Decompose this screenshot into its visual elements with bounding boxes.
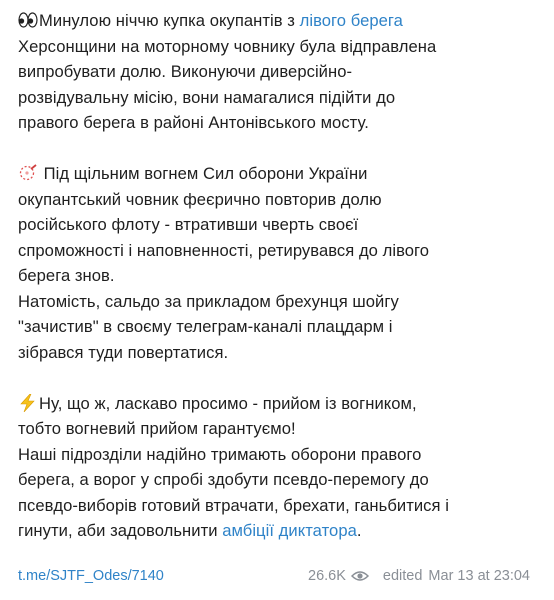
text-line: берега знов. [18,266,115,285]
lightning-icon [18,394,38,412]
paragraph-3 [18,391,536,544]
eye-icon [351,570,369,582]
text-line: берега, а ворог у спробі здобути псевдо-перемогу до [18,470,429,489]
firecracker-icon [18,164,38,182]
text-line: тобто вогневий прийом гарантуємо! [18,419,296,438]
text-line [18,161,536,187]
paragraph-2 [18,161,536,365]
post-footer [18,568,530,584]
text-line [18,391,536,417]
dictator-ambitions-link[interactable]: амбіції диктатора [222,521,357,540]
text-segment: Під щільним вогнем Сил оборони України [43,164,368,183]
view-count: 26.6K [308,568,346,584]
text-segment: . [356,521,362,540]
text-line: випробувати долю. Виконуючи диверсійно- [18,62,353,81]
eyes-icon [18,11,38,29]
text-line: російського флоту - втративши чверть своєї [18,215,359,234]
left-bank-link[interactable]: лівого берега [299,11,403,30]
text-line: окупантський човник феєрично повторив долю [18,189,382,209]
text-line: "зачистив" в своєму телеграм-каналі плацдарм і [18,317,393,336]
timestamp: Mar 13 at 23:04 [428,568,530,584]
text-line: псевдо-виборів готовий втрачати, брехати, ганьбитися і [18,495,449,515]
text-line: зібрався туди повертатися. [18,342,229,362]
paragraph-1 [18,8,536,136]
text-line: Натомість, сальдо за прикладом брехунця шойгу [18,291,399,311]
text-line: Херсонщини на моторному човнику була відправлена [18,36,437,56]
text-line [18,8,536,34]
text-line: правого берега в районі Антонівського мосту. [18,113,369,132]
text-line [18,518,536,544]
text-segment: Ну, що ж, ласкаво просимо - прийом із вогником, [39,393,417,413]
text-line: спроможності і наповненності, ретирувався до лівого [18,240,430,260]
text-segment: гинути, аби задовольнити [18,521,223,540]
text-segment: Минулою ніччю купка окупантів з [39,11,300,30]
text-line: Наші підрозділи надійно тримають оборони правого [18,444,422,464]
source-link[interactable]: t.me/SJTF_Odes/7140 [18,568,164,584]
edited-label: edited [382,568,423,584]
text-line: розвідувальну місію, вони намагалися підійти до [18,87,396,107]
